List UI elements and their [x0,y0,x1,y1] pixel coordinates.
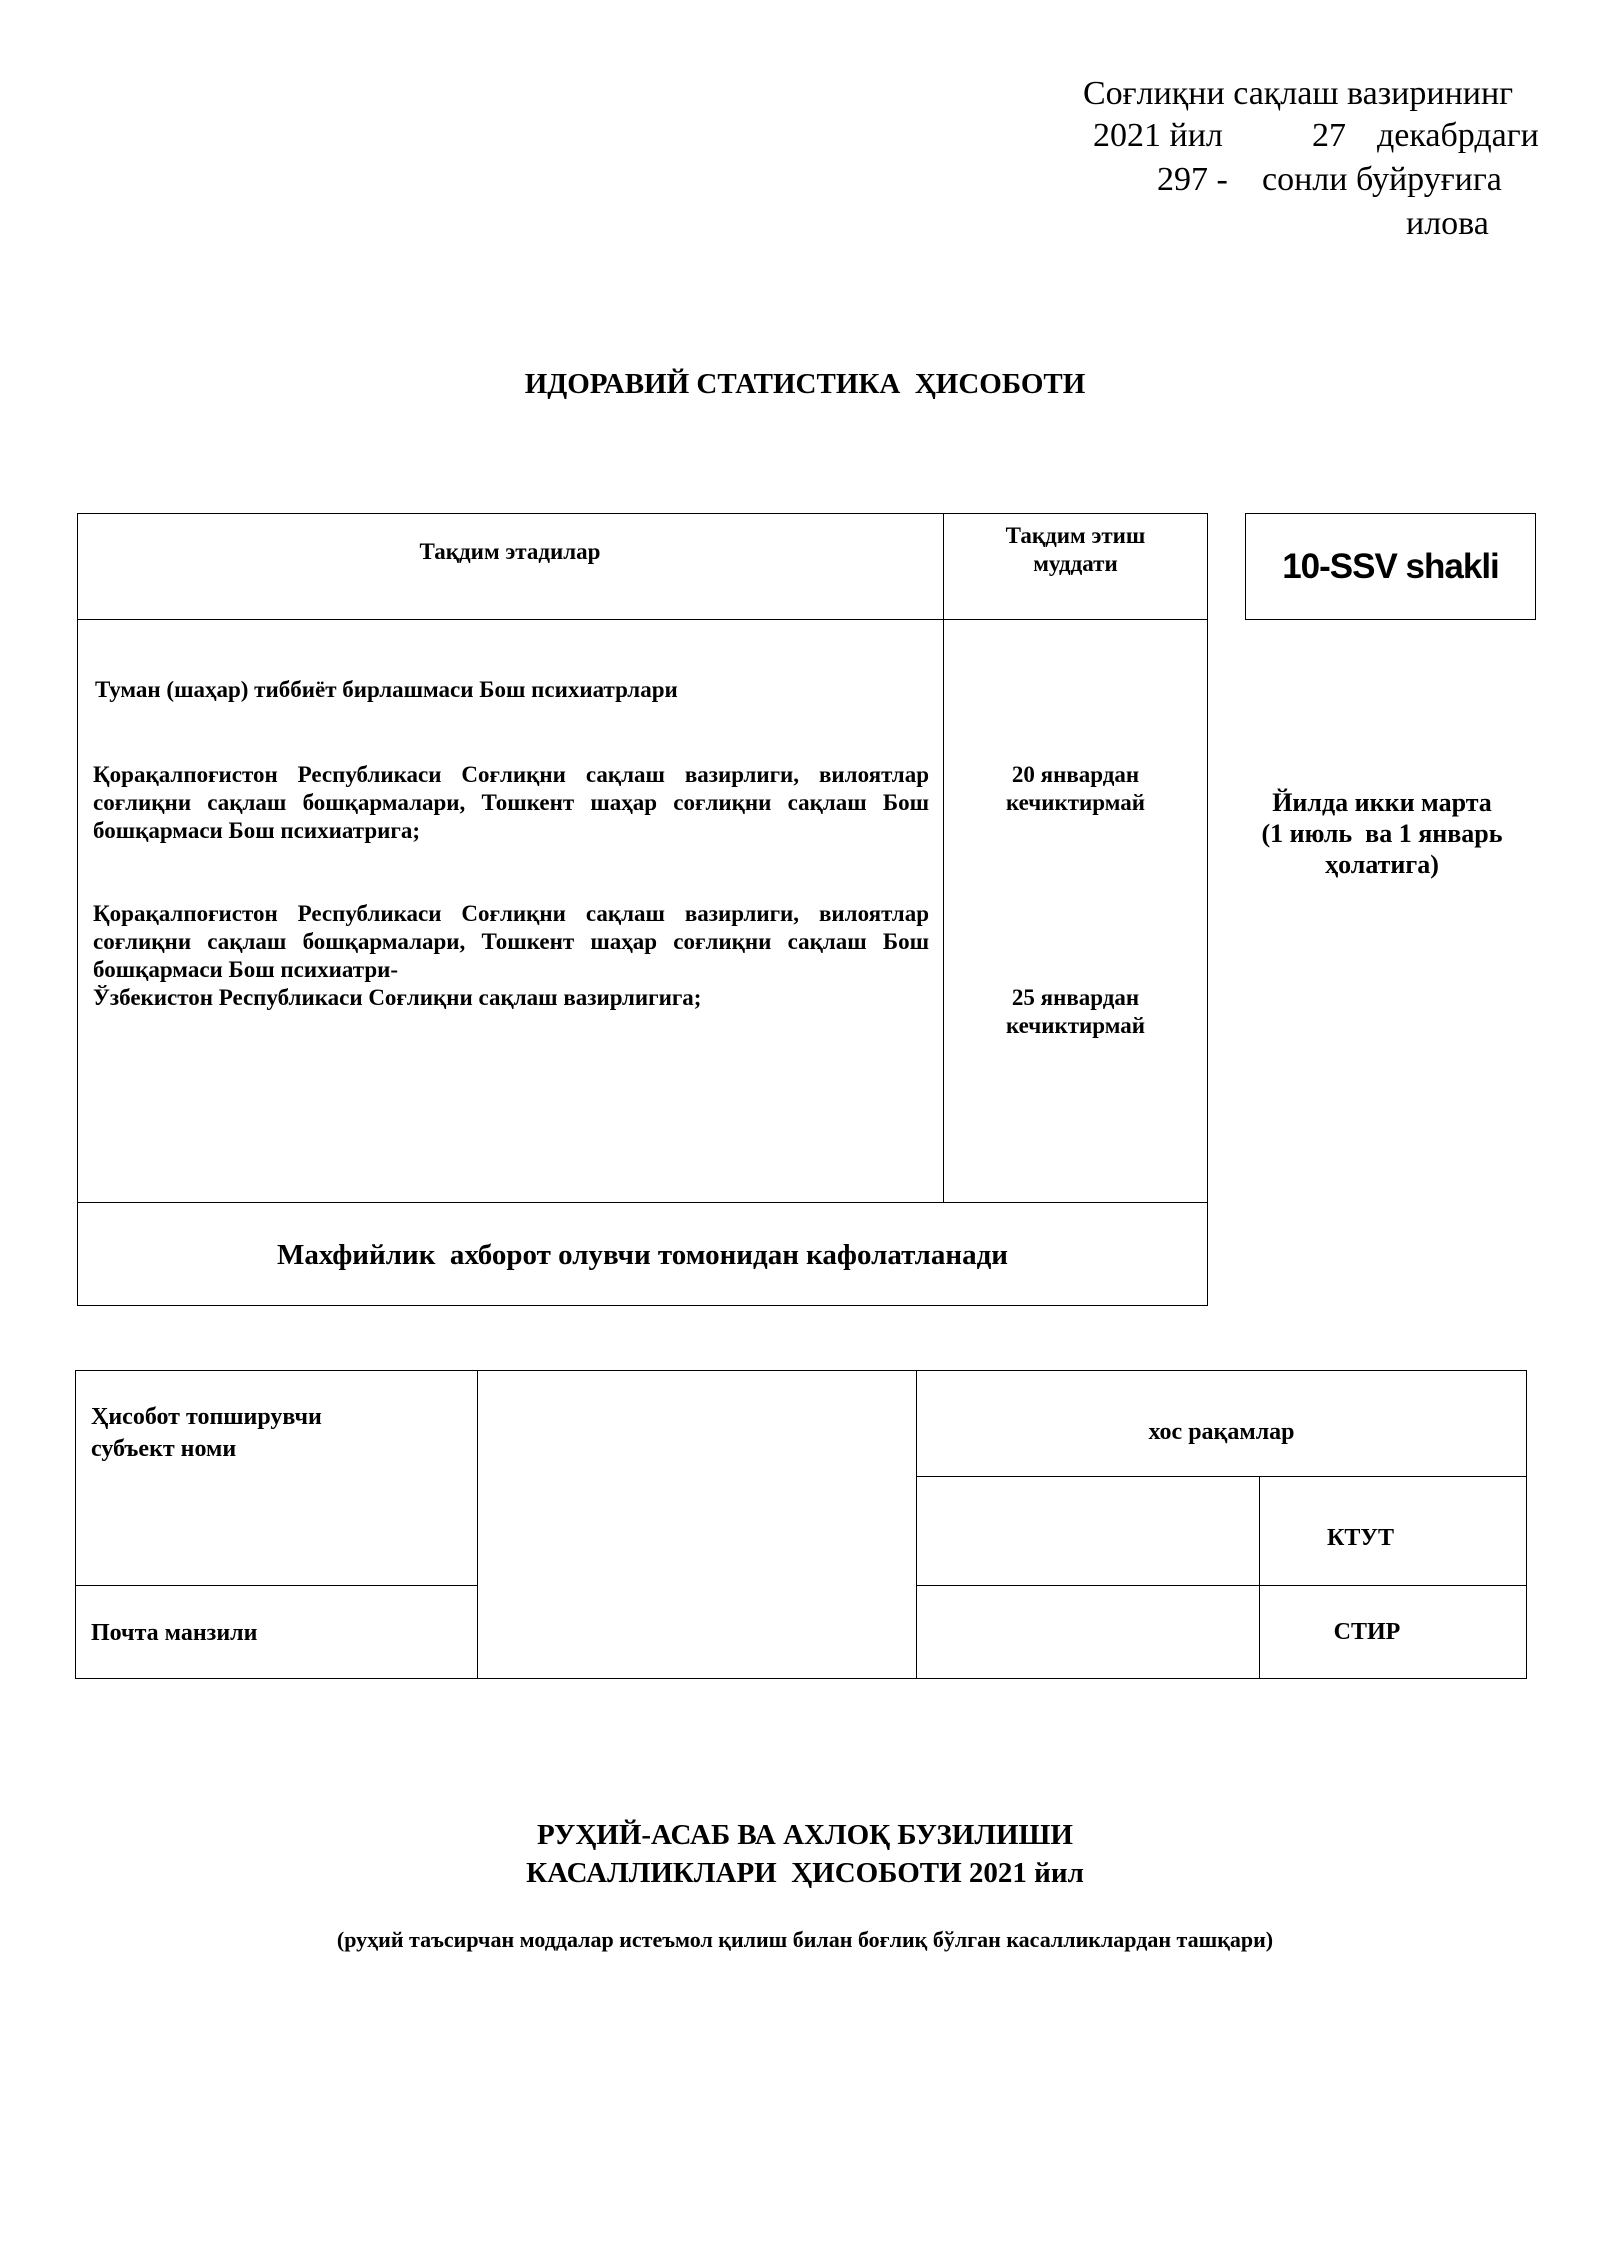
table-divider [916,1585,1527,1586]
document-title: ИДОРАВИЙ СТАТИСТИКА ҲИСОБОТИ [524,368,1086,400]
deadline-republic: 25 январдан кечиктирмай [1005,985,1146,1038]
deadline-regional: 20 январдан кечиктирмай [1005,762,1146,815]
submitter-row-district: Туман (шаҳар) тиббиёт бирлашмаси Бош психиатрлари [95,677,678,702]
column-header-deadline: Тақдим этиш муддати [1005,523,1146,576]
postal-address-label: Почта манзили [91,1620,258,1646]
submitter-row-republic: Қорақалпоғистон Республикаси Соғлиқни сақлаш вазирлиги, вилоятлар соғлиқни сақлаш бошқармалари, Тошкент шаҳар соғлиқни сақлаш Бош бошқармаси Бош психиатри- Ўзбекистон Республикаси Соғлиқни сақлаш вазирлигига; [93,901,929,1010]
approval-annex: илова [1406,205,1489,242]
column-header-submitters: Тақдим этадилар [419,539,601,564]
form-code: 10-SSV shakli [1282,547,1499,586]
table-divider [75,1585,477,1586]
submitter-row-regional: Қорақалпоғистон Республикаси Соғлиқни сақлаш вазирлиги, вилоятлар соғлиқни сақлаш бошқармалари, Тошкент шаҳар соғлиқни сақлаш Бош бошқармаси Бош психиатрига; [93,762,929,843]
entity-name-label: Ҳисобот топширувчи субъект номи [91,1404,322,1462]
table-divider [943,513,944,1203]
table-divider [77,1202,1208,1203]
ktut-label: КТУТ [1326,1525,1395,1551]
table-divider [477,1370,478,1679]
report-title: РУҲИЙ-АСАБ ВА АХЛОҚ БУЗИЛИШИ КАСАЛЛИКЛАРИ ҲИСОБОТИ 2021 йил [526,1819,1084,1889]
approval-line-1: Соғлиқни сақлаш вазирининг [1083,75,1514,112]
report-subtitle: (руҳий таъсирчан моддалар истеъмол қилиш билан боғлиқ бўлган касалликлардан ташқари) [336,1927,1274,1952]
special-numbers-label: хос рақамлар [1148,1419,1295,1445]
approval-order-text: сонли буйруғига [1262,161,1502,198]
approval-month: декабрдаги [1377,117,1539,154]
stir-label: СТИР [1333,1619,1401,1645]
approval-year: 2021 йил [1093,117,1223,154]
approval-day: 27 [1312,117,1346,154]
table-divider [77,619,1208,620]
table-divider [1259,1476,1260,1679]
confidentiality-note: Махфийлик ахборот олувчи томонидан кафолатланади [276,1239,1009,1271]
table-divider [916,1476,1527,1477]
approval-order-number: 297 - [1157,161,1228,198]
reporting-frequency: Йилда икки марта (1 июль ва 1 январь ҳолатига) [1261,788,1503,879]
